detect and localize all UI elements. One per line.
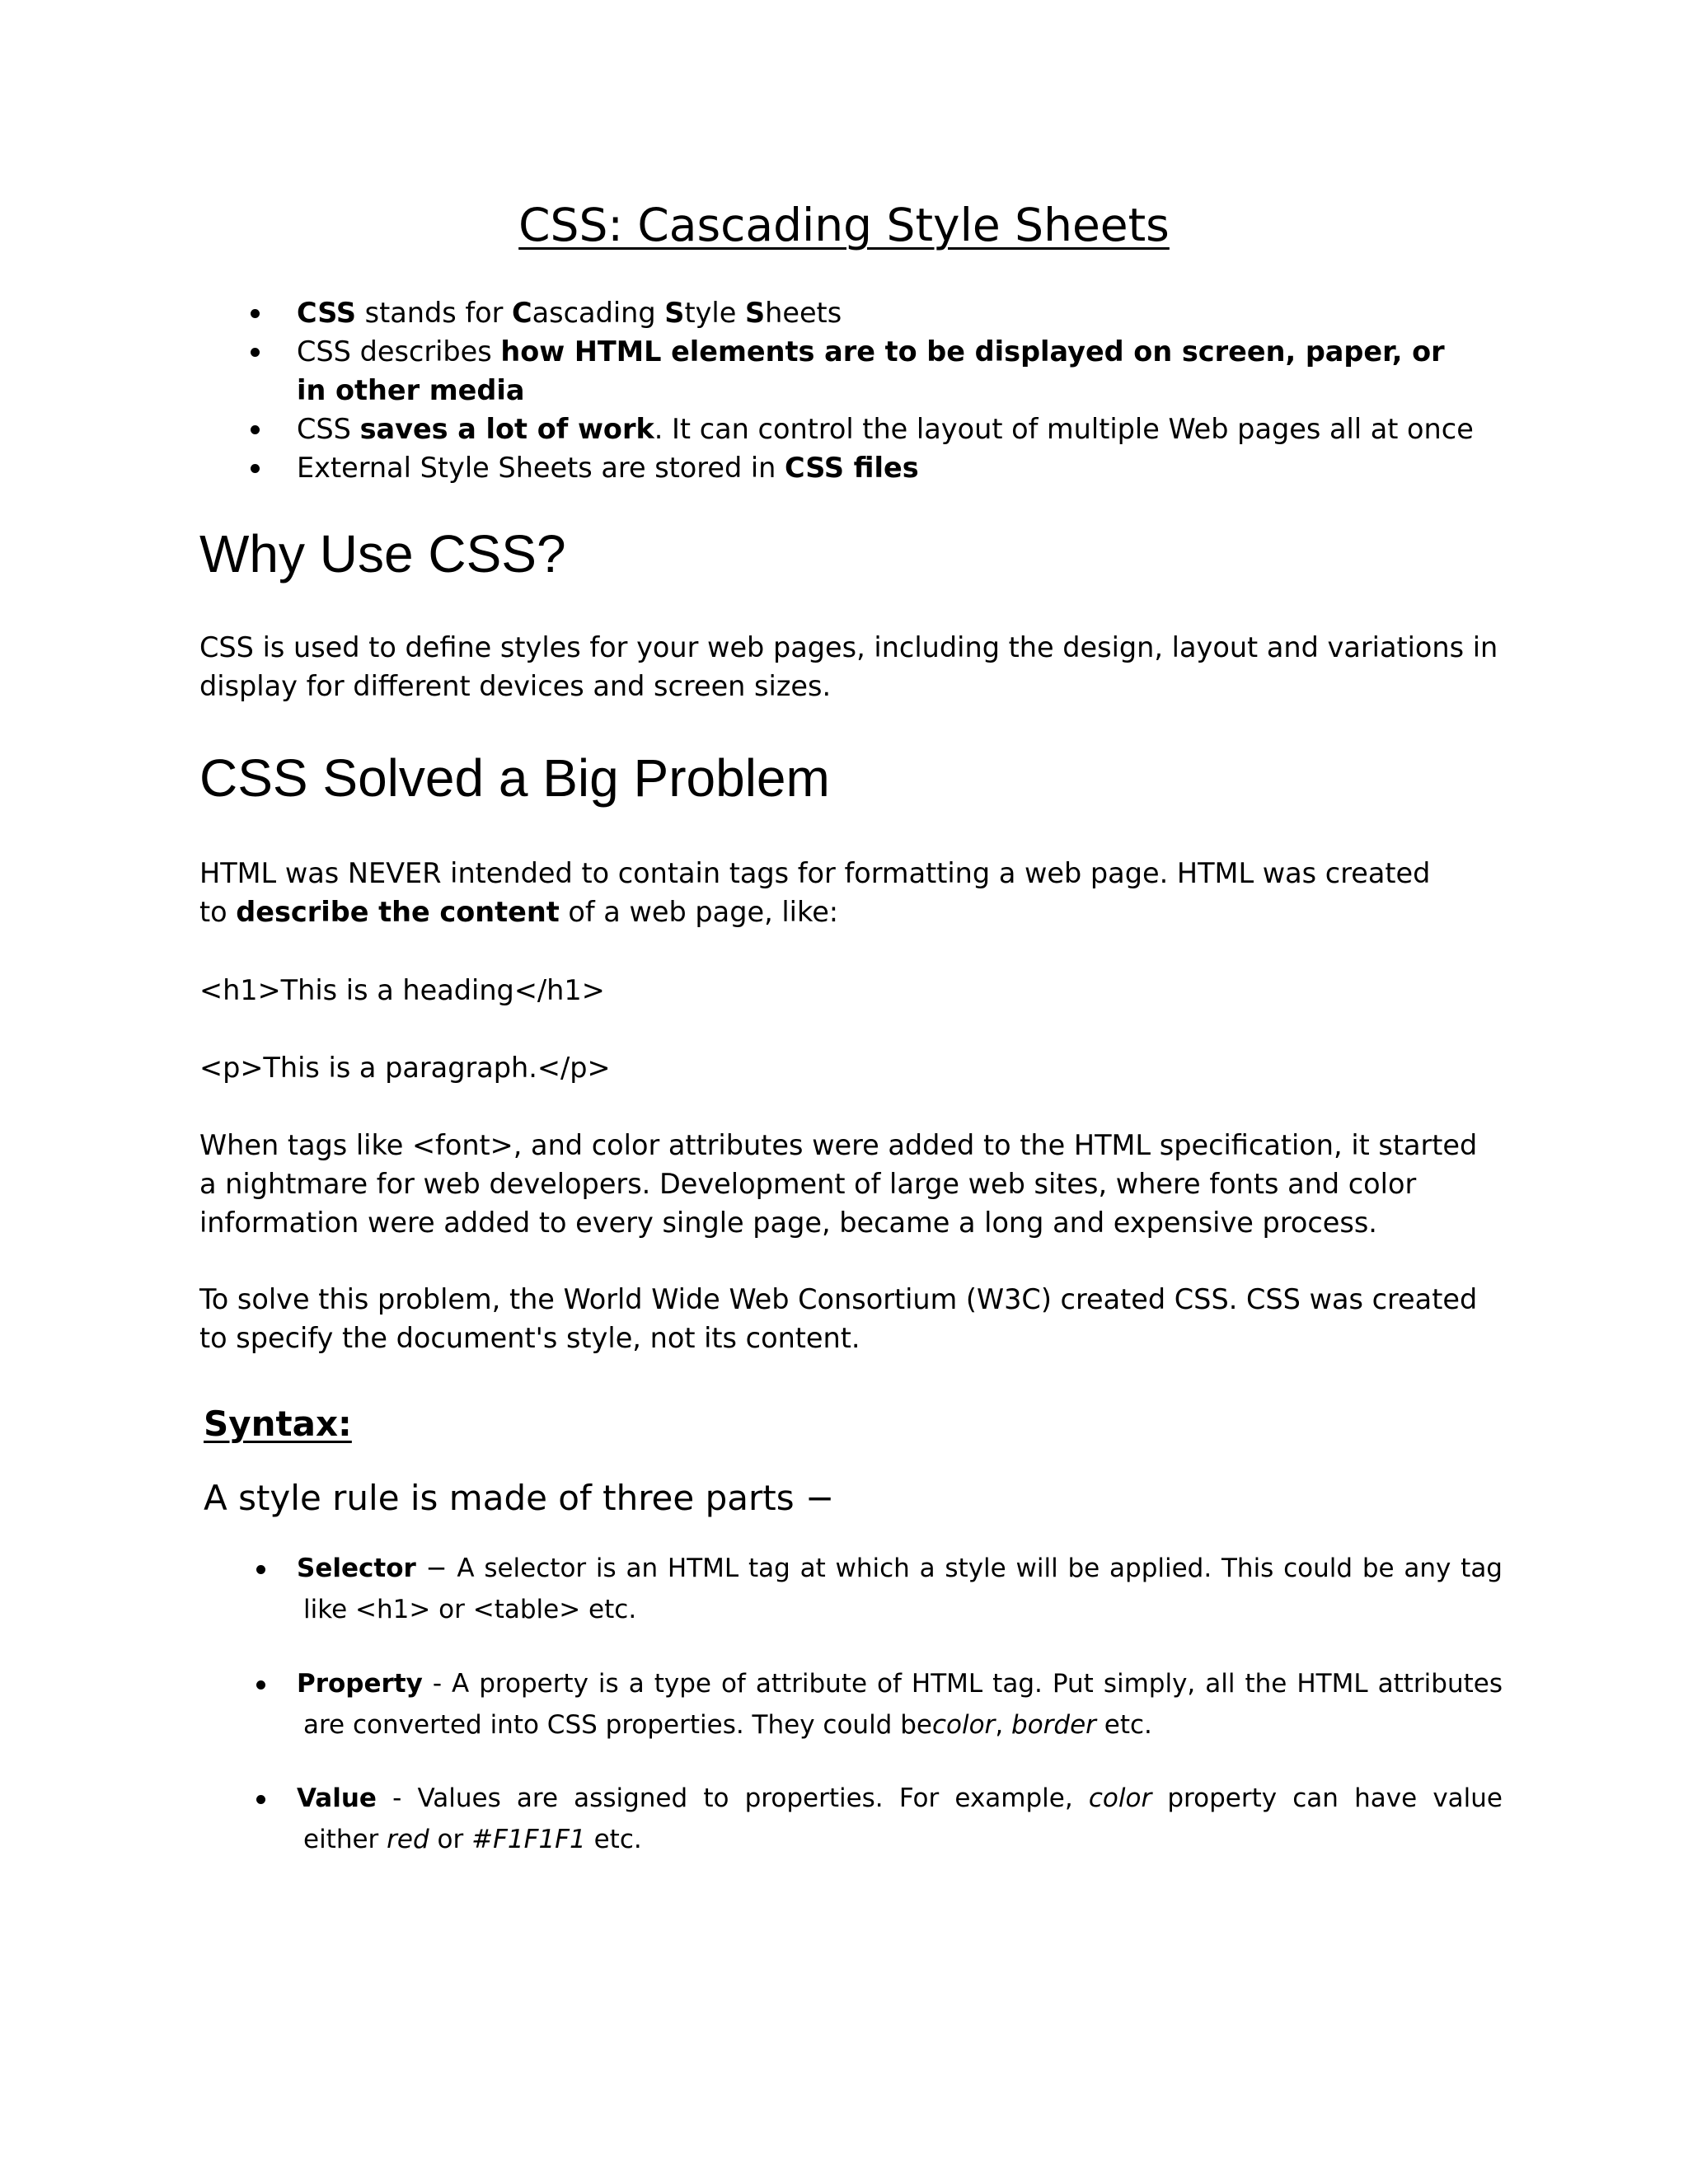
list-item: Value - Values are assigned to properties. For example, color property can have value either red or #F1F1F1 etc.: [200, 1778, 1503, 1860]
bullet-icon: [256, 1795, 265, 1804]
bullet-icon: [256, 1680, 265, 1690]
list-item: Property - A property is a type of attribute of HTML tag. Put simply, all the HTML attributes are converted into CSS properties. They could becolor, border etc.: [200, 1663, 1503, 1746]
page-title: CSS: Cascading Style Sheets: [518, 199, 1170, 251]
syntax-item-property: [200, 1663, 1503, 1746]
list-item: CSS saves a lot of work. It can control the layout of multiple Web pages all at once: [200, 410, 1478, 448]
why-use-css-text: CSS is used to define styles for your web pages, including the design, layout and variations in display for different devices and screen sizes.: [199, 631, 1498, 702]
code-example-paragraph: <p>This is a paragraph.</p>: [199, 1052, 611, 1084]
syntax-item-value: [200, 1778, 1503, 1860]
syntax-heading: Syntax:: [204, 1404, 352, 1444]
list-item: CSS describes how HTML elements are to be displayed on screen, paper, or in other media: [200, 332, 1478, 410]
list-item: CSS stands for Cascading Style Sheets: [200, 293, 1478, 332]
bullet-icon: [251, 348, 260, 357]
solved-paragraph-2: When tags like <font>, and color attributes were added to the HTML specification, it started a nightmare for web developers. Development of large web sites, where fonts and color information were added to every single page, became a long and expensive process.: [199, 1129, 1478, 1239]
list-item: Selector − A selector is an HTML tag at which a style will be applied. This could be any tag like <h1> or <table> etc.: [200, 1548, 1503, 1630]
bullet-icon: [251, 464, 260, 473]
solved-paragraph-1: HTML was NEVER intended to contain tags for formatting a web page. HTML was created to describe the content of a web page, like:: [199, 857, 1431, 928]
bullet-icon: [251, 425, 260, 434]
syntax-item-selector: [200, 1548, 1503, 1630]
bullet-icon: [256, 1565, 265, 1574]
solved-paragraph-3: To solve this problem, the World Wide Web Consortium (W3C) created CSS. CSS was created to specify the document's style, not its content.: [199, 1283, 1478, 1354]
list-item: External Style Sheets are stored in CSS files: [200, 448, 1478, 487]
why-use-css-heading: Why Use CSS?: [199, 524, 566, 583]
bullet-icon: [251, 309, 260, 318]
code-example-heading: <h1>This is a heading</h1>: [199, 974, 605, 1006]
css-solved-heading: CSS Solved a Big Problem: [199, 748, 830, 808]
intro-bullet-list: [200, 293, 1478, 487]
style-rule-intro: A style rule is made of three parts −: [204, 1478, 835, 1518]
